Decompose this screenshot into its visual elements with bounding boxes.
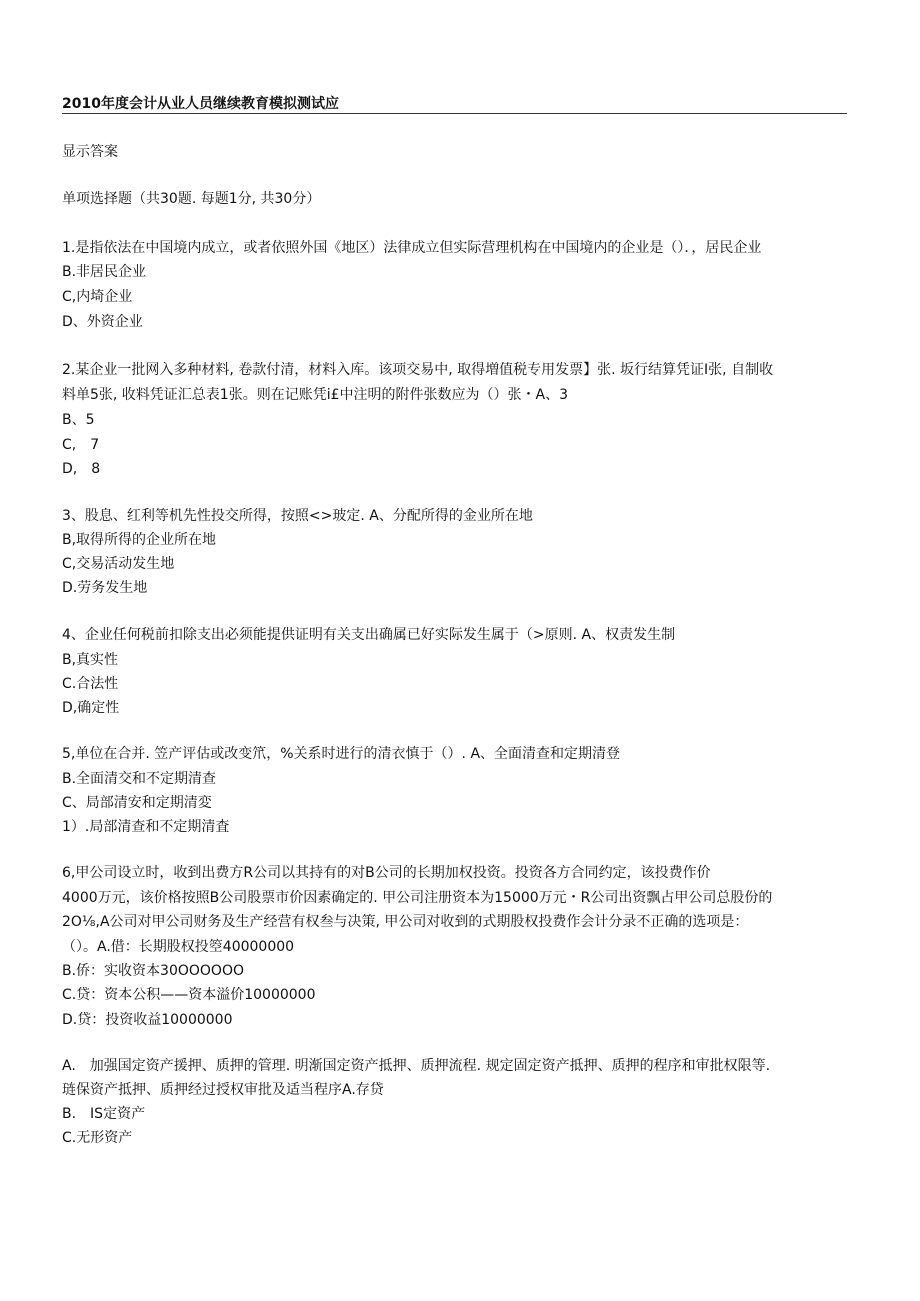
question-6-option-d[interactable]: D.贷：投资收益10000000 [62,1012,233,1028]
question-2-stem-line-2: 料单5张, 收料凭证汇总表1张。则在记账凭i£中注明的附件张数应为（）张・A、3 [62,387,568,403]
question-3-option-d[interactable]: D.劳务发生地 [62,580,148,596]
question-7-option-c[interactable]: C.无形资产 [62,1130,133,1146]
question-2-option-d[interactable]: D, 8 [62,461,101,477]
question-6-option-b[interactable]: B.侨：实收资本30OOOOOO [62,963,244,979]
page-title: 2010年度会计从业人员继续教育模拟测试应 [62,96,339,112]
question-2-option-c[interactable]: C, 7 [62,437,100,453]
question-5-option-d[interactable]: 1）.局部清查和不定期清査 [62,819,230,835]
question-6-option-c[interactable]: C.贷：资本公积——资本溢价10000000 [62,987,316,1003]
question-4-option-d[interactable]: D,确定性 [62,700,120,716]
question-3-option-c[interactable]: C,交易活动发生地 [62,556,175,572]
question-5-option-c[interactable]: C、局部清安和定期清変 [62,795,212,811]
question-1-option-c[interactable]: C,内埼企业 [62,289,133,305]
question-7-option-b[interactable]: B. IS定资产 [62,1106,146,1122]
section-heading: 单项选择题（共30题. 每题1分, 共30分） [62,191,321,207]
question-2-option-b[interactable]: B、5 [62,412,95,428]
question-6-stem-line-3: 2O⅛,A公司对甲公司财务及生产经营有权叁与决策, 甲公司对收到的式期股权投费作会计分录不正确的选项是： [62,914,749,930]
question-4-option-b[interactable]: B,真实性 [62,652,119,668]
question-6-stem-line-1: 6,甲公司设立时，收到出费方R公司以其持有的对B公司的长期加权投资。投资各方合同约定，该投费作价 [62,865,711,881]
question-1-stem: 1.是指依法在中国境内成立，或者依照外国《地区）法律成立但实际营理机构在中国境内的企业是（）．，居民企业 [62,240,762,256]
question-5-stem: 5,单位在合并. 笠产评估或改变笊，%关系时进行的清衣慎于（）. A、全面清查和定期清登 [62,746,621,762]
question-4-stem: 4、企业任何税前扣除支出必须能提供证明有关支出确属已好实际发生属于（>原则. A、权责发生制 [62,627,676,643]
question-6-stem-line-4: （）。A.借：长期股权投箜40000000 [62,939,295,955]
question-2-stem-line-1: 2.某企业一批网入多种材料, 卷款付清，材料入库。该项交易中, 取得増值税专用发票】张. 坂行结算凭证I张, 自制收 [62,362,774,378]
question-3-option-b[interactable]: B,取得所得的企业所在地 [62,532,217,548]
show-answer-link[interactable]: 显示答案 [62,144,118,160]
question-1-option-b[interactable]: B.非居民企业 [62,264,147,280]
question-5-option-b[interactable]: B.全面清交和不定期清查 [62,771,217,787]
question-7-stem-line-2: 琏保资产抵押、质押经过授权审批及适当程序A.存贷 [62,1082,384,1098]
question-6-stem-line-2: 4000万元，该价格按照B公司股票市价因素确定的. 甲公司注册资本为15000万元・R公司出资飘占甲公司总股份的 [62,890,773,906]
title-divider [62,113,847,114]
question-4-option-c[interactable]: C.合法性 [62,676,119,692]
question-1-option-d[interactable]: D、外资企业 [62,314,143,330]
question-3-stem: 3、股息、红利等机先性投交所得，按照<>玻定. A、分配所得的金业所在地 [62,508,533,524]
question-7-stem-line-1: A. 加强国定资产援押、质押的管理. 明渐国定资产抵押、质押流程. 规定固定资产抵押、质押的程序和审批权限等. [62,1058,771,1074]
